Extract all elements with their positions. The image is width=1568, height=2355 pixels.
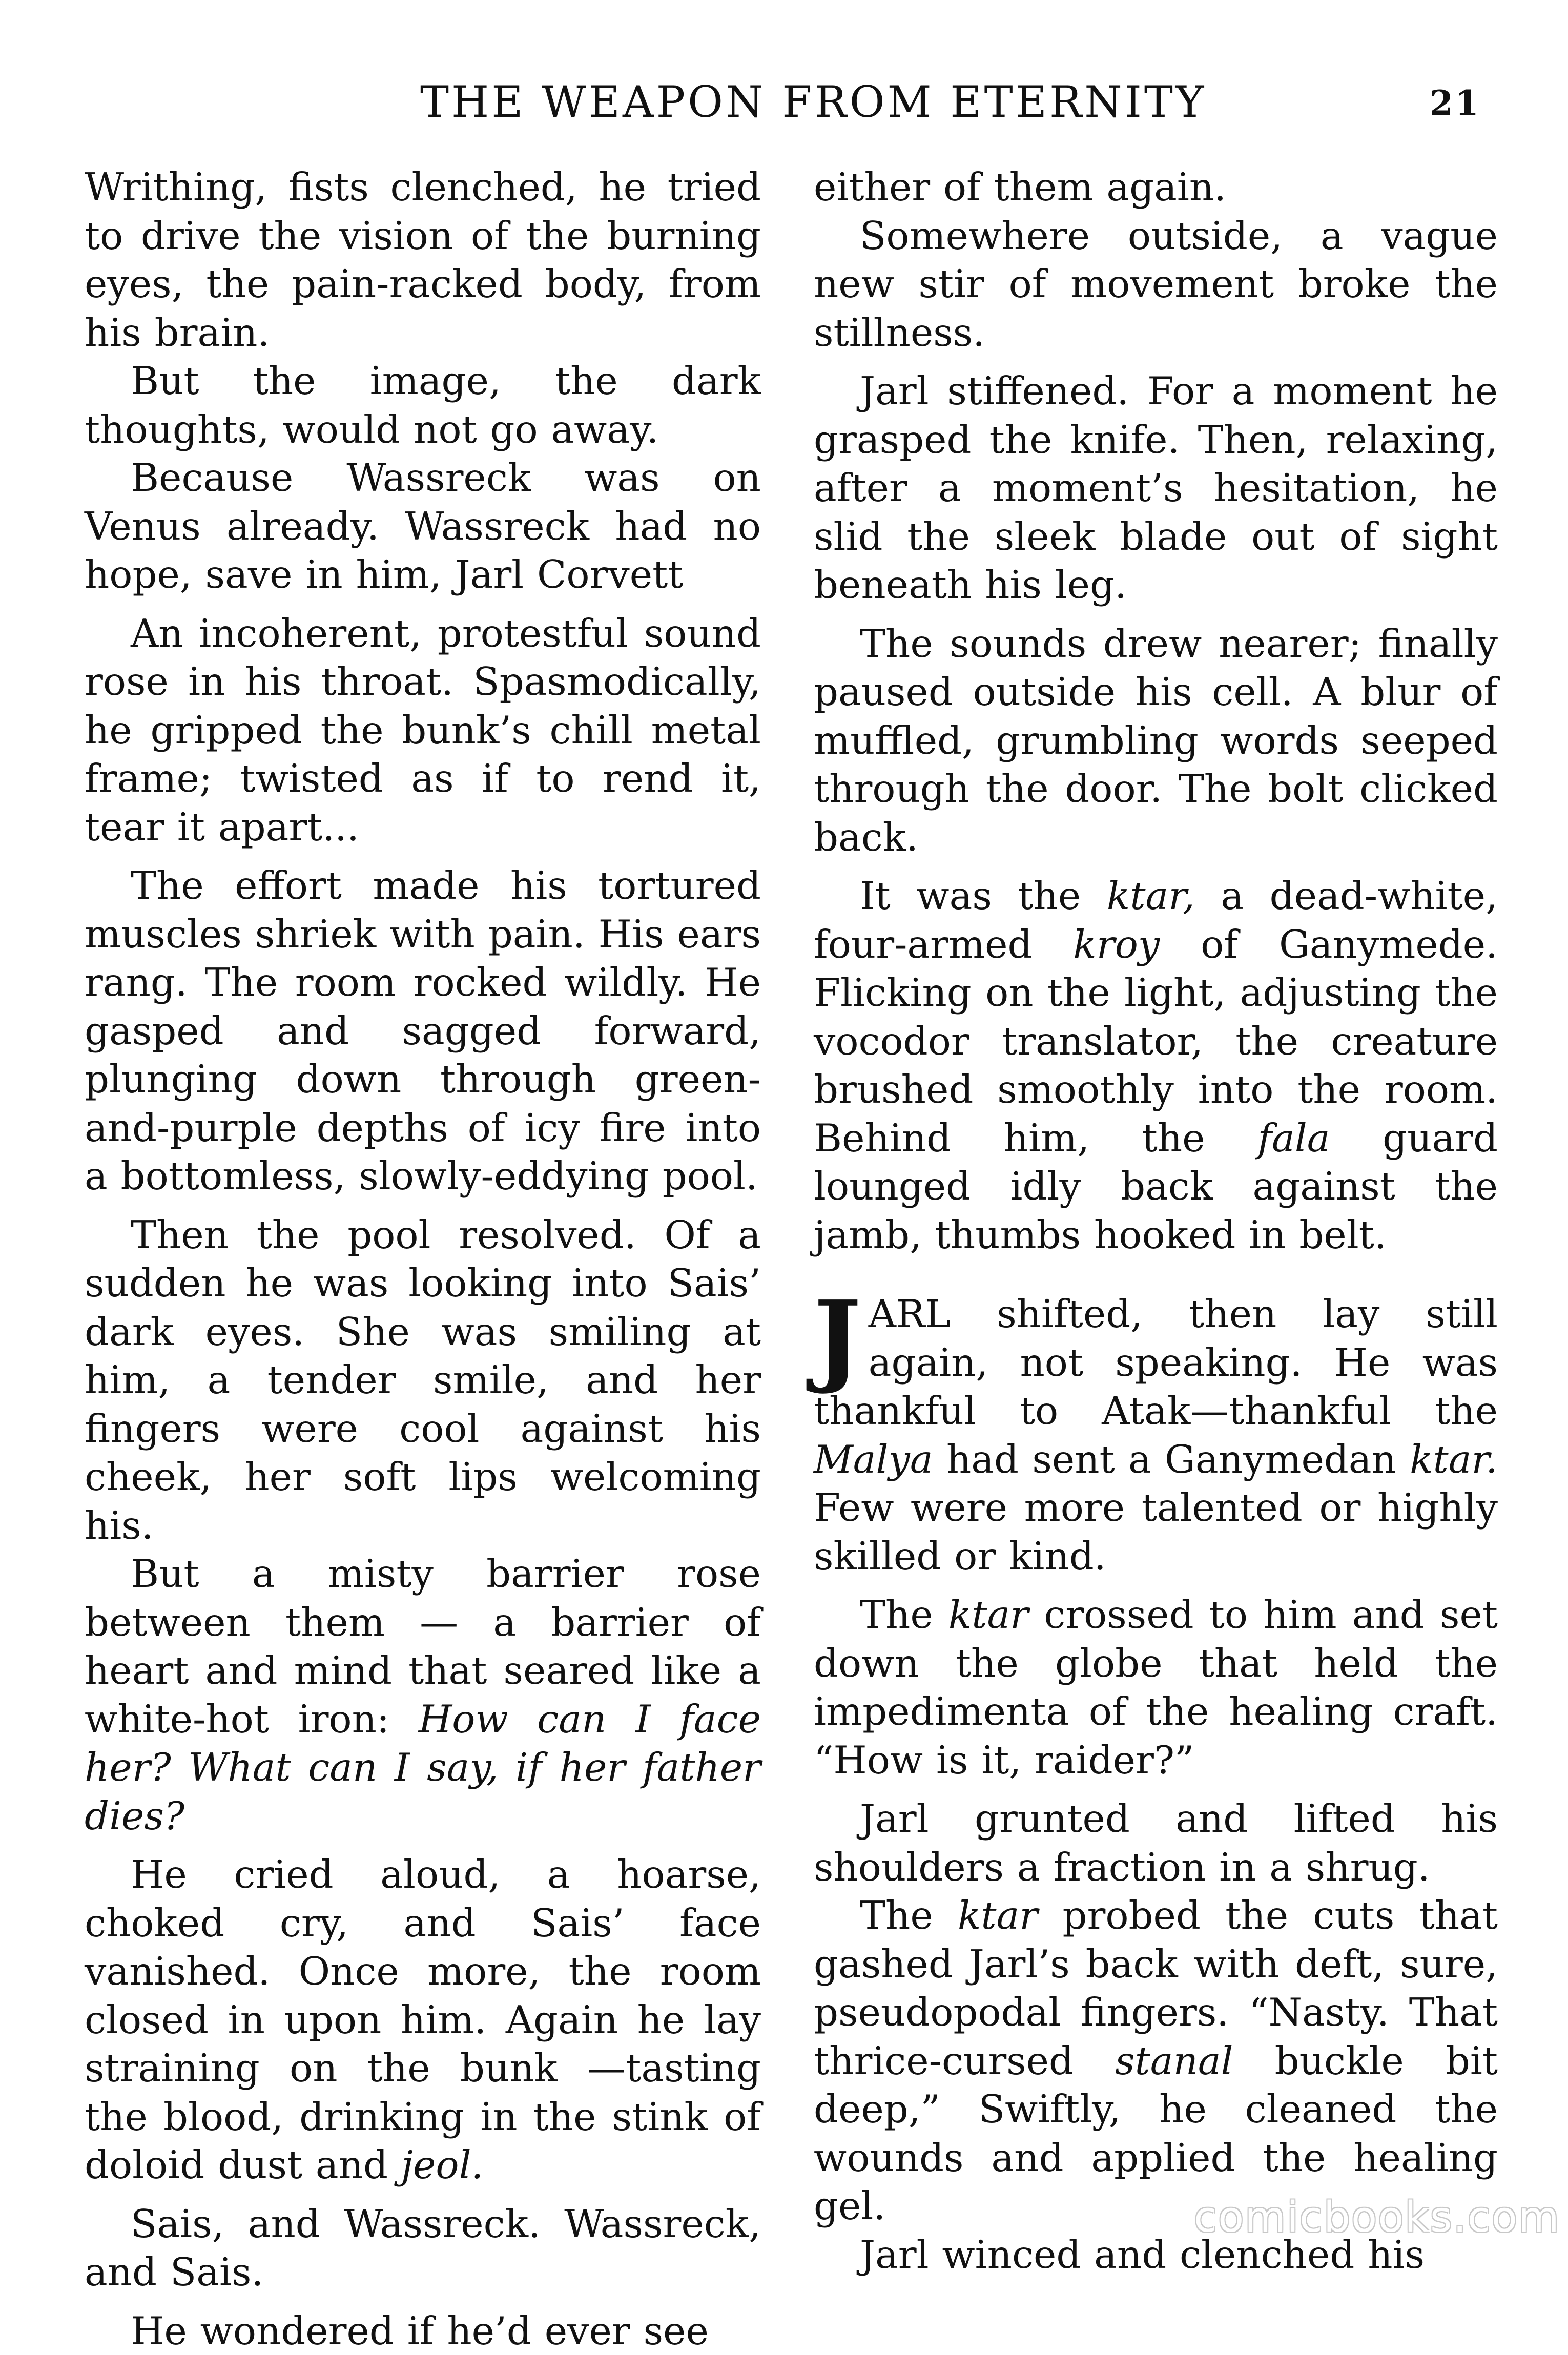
- text-run: ARL shifted, then lay still again, not speaking. He was thankful to Atak—thankful the: [814, 1291, 1498, 1433]
- italic-text: stanal: [1115, 2038, 1233, 2083]
- text-run: It was the: [860, 873, 1107, 918]
- paragraph: [85, 453, 761, 599]
- paragraph: [85, 1850, 761, 2189]
- page-header: [0, 77, 1568, 143]
- text-run: But a misty barrier rose between them — a barrier of heart and mind that seared like a white-hot iron:: [85, 1551, 761, 1742]
- paragraph: [85, 357, 761, 453]
- text-run: had sent a Ganymedan: [933, 1437, 1410, 1482]
- text-run: probed the cuts that gashed Jarl’s back with deft, sure, pseudopodal fingers. “Nasty. That thrice-cursed: [814, 1893, 1498, 2083]
- text-run: He wondered if he’d ever see: [131, 2308, 709, 2353]
- right-column: [814, 163, 1498, 2279]
- paragraph: [814, 872, 1498, 1259]
- text-run: The: [860, 1592, 948, 1637]
- running-title: THE WEAPON FROM ETERNITY: [420, 77, 1206, 127]
- paragraph: [814, 163, 1498, 212]
- italic-text: fala: [1257, 1115, 1330, 1161]
- text-run: guard lounged idly back against the jamb, thumbs hooked in belt.: [814, 1115, 1498, 1257]
- text-run: Jarl grunted and lifted his shoulders a fraction in a shrug.: [814, 1796, 1498, 1890]
- italic-text: jeol.: [401, 2142, 484, 2187]
- text-run: Jarl winced and clenched his: [860, 2232, 1425, 2277]
- right-column-bottom: [814, 1590, 1498, 2279]
- italic-text: kroy: [1073, 922, 1160, 967]
- text-run: Jarl stiffened. For a moment he grasped the knife. Then, relaxing, after a moment’s hesitation, he slid the sleek blade out of sight beneath his leg.: [814, 368, 1498, 607]
- text-run: Writhing, fists clenched, he tried to drive the vision of the burning eyes, the pain-racked body, from his brain.: [85, 164, 761, 355]
- paragraph: [85, 609, 761, 852]
- text-run: The: [860, 1893, 958, 1938]
- text-run: Few were more talented or highly skilled or kind.: [814, 1485, 1498, 1579]
- paragraph: [85, 861, 761, 1201]
- italic-text: ktar,: [1107, 873, 1195, 918]
- paragraph: [814, 367, 1498, 609]
- page-number: 21: [1430, 83, 1481, 123]
- section-opening-text: [814, 1291, 1498, 1579]
- italic-text: Malya: [814, 1437, 933, 1482]
- drop-cap: J: [814, 1297, 861, 1379]
- text-run: of Ganymede. Flicking on the light, adjusting the vocodor translator, the creature brushed smoothly into the room. Behind him, the: [814, 922, 1498, 1161]
- watermark: comicbooks.com: [1194, 2193, 1560, 2242]
- paragraph: [814, 1590, 1498, 1784]
- italic-text: ktar: [948, 1592, 1028, 1637]
- paragraph: [85, 1211, 761, 1550]
- text-run: Because Wassreck was on Venus already. Wassreck had no hope, save in him, Jarl Corvett: [85, 455, 761, 597]
- text-run: either of them again.: [814, 164, 1226, 210]
- paragraph: [814, 1891, 1498, 2230]
- right-column-top: [814, 163, 1498, 1259]
- left-column: [85, 163, 761, 2355]
- text-run: Somewhere outside, a vague new stir of movement broke the stillness.: [814, 213, 1498, 355]
- paragraph: [85, 163, 761, 357]
- text-run: The effort made his tortured muscles shriek with pain. His ears rang. The room rocked wildly. He gasped and sagged forward, plunging down through green-and-purple depths of icy fire into a bottomless, slowly-eddying pool.: [85, 863, 761, 1199]
- text-run: The sounds drew nearer; finally paused outside his cell. A blur of muffled, grumbling words seeped through the door. The bolt clicked back.: [814, 621, 1498, 860]
- text-run: buckle bit deep,” Swiftly, he cleaned the wounds and applied the healing gel.: [814, 2038, 1498, 2229]
- text-run: a dead-white, four-armed: [814, 873, 1498, 967]
- paragraph: [814, 619, 1498, 862]
- paragraph: [814, 212, 1498, 357]
- text-run: crossed to him and set down the globe that held the impedimenta of the healing craft. “How is it, raider?”: [814, 1592, 1498, 1783]
- text-run: An incoherent, protestful sound rose in his throat. Spasmodically, he gripped the bunk’s chill metal frame; twisted as if to rend it, tear it apart...: [85, 611, 761, 850]
- paragraph: [85, 1550, 761, 1840]
- section-opening-paragraph: [814, 1290, 1498, 1580]
- text-run: But the image, the dark thoughts, would not go away.: [85, 358, 761, 452]
- paragraph: [85, 2307, 761, 2355]
- text-run: Then the pool resolved. Of a sudden he was looking into Sais’ dark eyes. She was smiling at him, a tender smile, and her fingers were cool against his cheek, her soft lips welcoming his.: [85, 1212, 761, 1548]
- italic-text: How can I face her? What can I say, if her father dies?: [85, 1697, 761, 1838]
- paragraph: [814, 1794, 1498, 1891]
- text-run: Sais, and Wassreck. Wassreck, and Sais.: [85, 2201, 761, 2295]
- text-run: He cried aloud, a hoarse, choked cry, and Sais’ face vanished. Once more, the room closed in upon him. Again he lay straining on the bunk —tasting the blood, drinking in the stink of doloid dust and: [85, 1852, 761, 2187]
- paragraph: [85, 2200, 761, 2297]
- italic-text: ktar.: [1410, 1437, 1498, 1482]
- italic-text: ktar: [958, 1893, 1038, 1938]
